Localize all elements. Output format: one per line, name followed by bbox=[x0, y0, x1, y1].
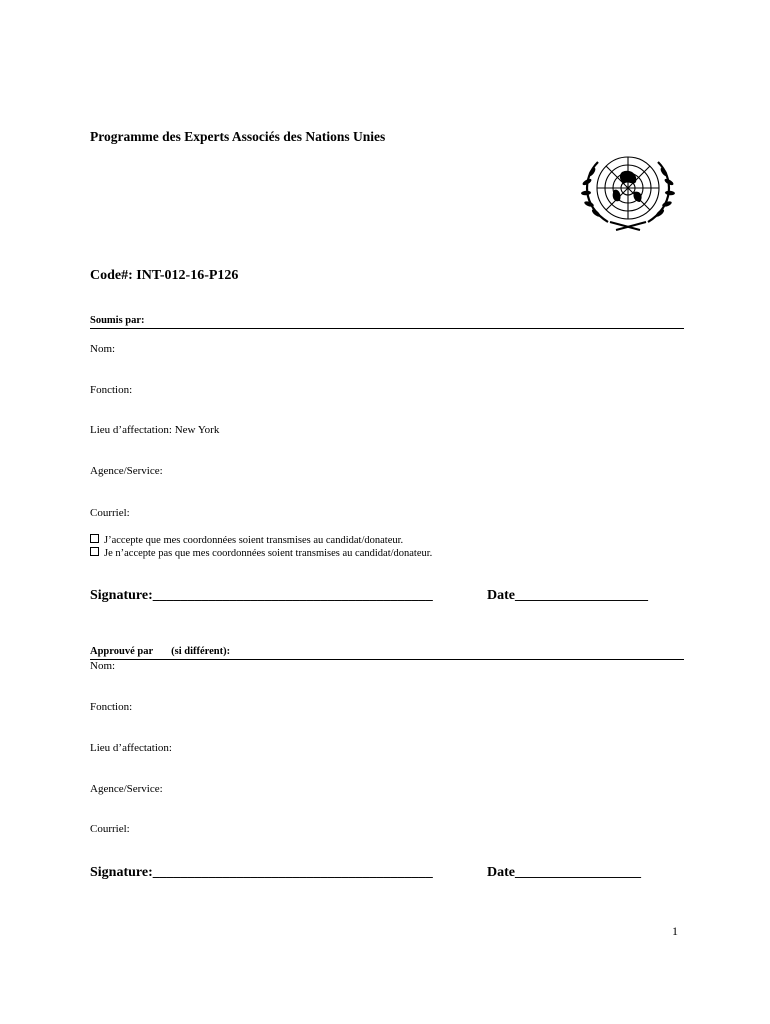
consent-accept-label: J’accepte que mes coordonnées soient transmises au candidat/donateur. bbox=[104, 535, 404, 546]
un-emblem-icon bbox=[578, 150, 678, 232]
consent-accept-option[interactable] bbox=[90, 534, 403, 546]
approved-date-line: Date__________________ bbox=[487, 865, 641, 880]
approved-by-heading bbox=[90, 646, 684, 660]
approved-name-field: Nom: bbox=[90, 660, 116, 672]
consent-decline-label: Je n’accepte pas que mes coordonnées soient transmises au candidat/donateur. bbox=[104, 548, 433, 559]
checkbox-icon[interactable] bbox=[90, 547, 99, 556]
submitted-location-field: Lieu d’affectation: New York bbox=[90, 424, 220, 436]
submitted-email-field: Courriel: bbox=[90, 507, 130, 519]
approved-function-field: Fonction: bbox=[90, 701, 133, 713]
submitted-signature-line: Signature:________________________________________ bbox=[90, 588, 433, 603]
approved-signature-line: Signature:________________________________________ bbox=[90, 865, 433, 880]
submitted-date-line: Date___________________ bbox=[487, 588, 648, 603]
approved-by-qualifier: (si différent): bbox=[171, 646, 231, 657]
submitted-by-heading bbox=[90, 315, 684, 329]
submitted-agency-field: Agence/Service: bbox=[90, 465, 163, 477]
approved-email-field: Courriel: bbox=[90, 823, 130, 835]
approved-by-label: Approuvé par bbox=[90, 646, 154, 657]
consent-decline-option[interactable] bbox=[90, 547, 432, 559]
document-title: Programme des Experts Associés des Nations Unies bbox=[90, 129, 386, 144]
form-code: Code#: INT-012-16-P126 bbox=[90, 268, 239, 283]
approved-agency-field: Agence/Service: bbox=[90, 783, 163, 795]
submitted-function-field: Fonction: bbox=[90, 384, 133, 396]
approved-location-field: Lieu d’affectation: bbox=[90, 742, 172, 754]
submitted-name-field: Nom: bbox=[90, 343, 116, 355]
checkbox-icon[interactable] bbox=[90, 534, 99, 543]
submitted-by-label: Soumis par: bbox=[90, 315, 145, 326]
page-number: 1 bbox=[672, 924, 678, 938]
